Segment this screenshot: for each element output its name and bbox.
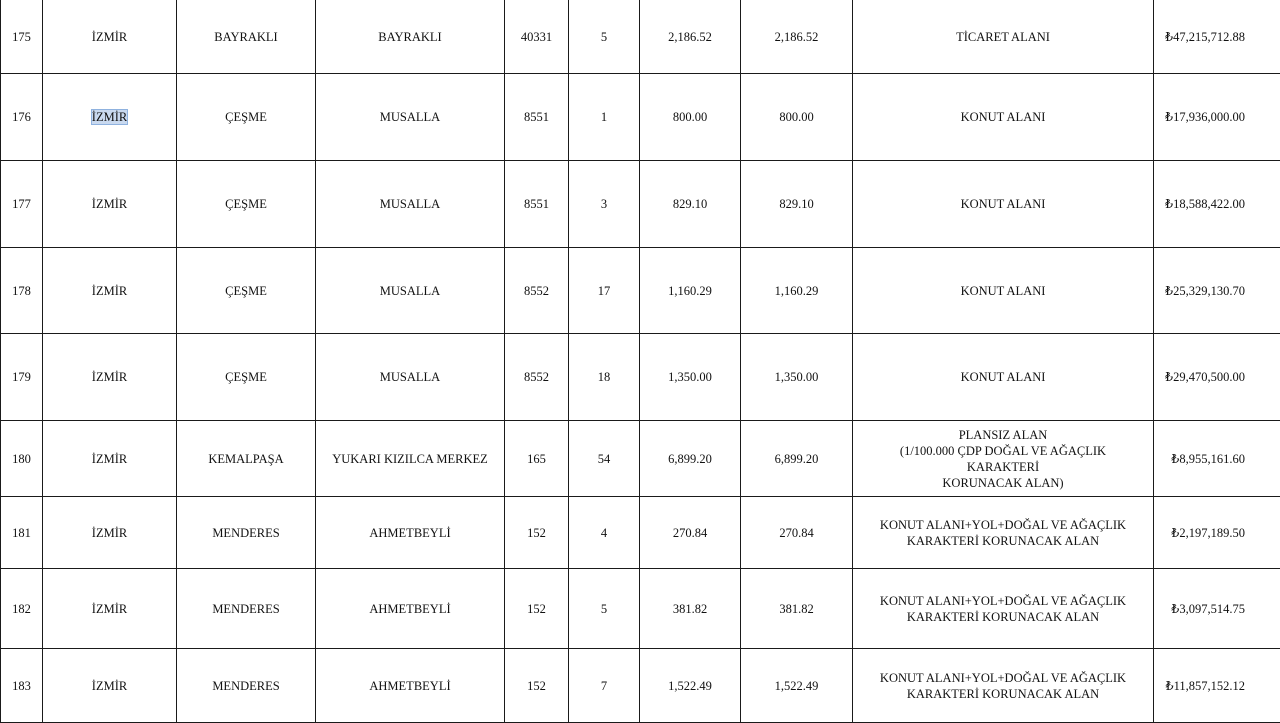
cell-zoning (853, 421, 1154, 497)
cell-neighborhood (316, 161, 505, 248)
zoning-line: KORUNACAK ALAN) (863, 475, 1143, 491)
cell-block (505, 421, 569, 497)
table-row (1, 161, 1280, 248)
cell-neighborhood-text: MUSALLA (380, 110, 440, 124)
cell-share-area (741, 649, 853, 723)
cell-row-number (1, 569, 43, 649)
cell-neighborhood (316, 649, 505, 723)
zoning-line: KONUT ALANI+YOL+DOĞAL VE AĞAÇLIK (863, 593, 1143, 609)
cell-parcel-text: 18 (598, 370, 611, 384)
cell-parcel-text: 17 (598, 284, 611, 298)
cell-block (505, 74, 569, 161)
cell-block (505, 0, 569, 74)
cell-share-area (741, 497, 853, 569)
cell-parcel-text: 3 (601, 197, 607, 211)
cell-price-text: ₺2,197,189.50 (1171, 526, 1245, 540)
cell-price (1154, 0, 1280, 74)
cell-block-text: 152 (527, 526, 546, 540)
cell-parcel-text: 54 (598, 452, 611, 466)
cell-province-text: İZMİR (92, 679, 127, 693)
cell-share-area (741, 0, 853, 74)
cell-block-text: 152 (527, 679, 546, 693)
cell-block-text: 8551 (524, 110, 549, 124)
cell-row-number (1, 0, 43, 74)
cell-share-area-text: 6,899.20 (775, 452, 819, 466)
cell-area (640, 569, 741, 649)
cell-district (177, 421, 316, 497)
cell-parcel (569, 161, 640, 248)
zoning-line: KONUT ALANI (863, 369, 1143, 385)
cell-area-text: 270.84 (673, 526, 707, 540)
cell-parcel (569, 569, 640, 649)
cell-price-text: ₺47,215,712.88 (1165, 30, 1245, 44)
cell-zoning (853, 569, 1154, 649)
cell-price (1154, 161, 1280, 248)
zoning-line: KONUT ALANI (863, 196, 1143, 212)
cell-share-area-text: 1,522.49 (775, 679, 819, 693)
cell-share-area (741, 74, 853, 161)
cell-block-text: 165 (527, 452, 546, 466)
cell-row-number (1, 248, 43, 334)
cell-neighborhood (316, 334, 505, 421)
cell-neighborhood (316, 248, 505, 334)
cell-province (43, 649, 177, 723)
zoning-line: KONUT ALANI+YOL+DOĞAL VE AĞAÇLIK (863, 670, 1143, 686)
cell-price-text: ₺25,329,130.70 (1165, 284, 1245, 298)
cell-province-text: İZMİR (92, 284, 127, 298)
cell-block (505, 497, 569, 569)
cell-area-text: 2,186.52 (668, 30, 712, 44)
cell-row-number-text: 178 (12, 284, 31, 298)
cell-area (640, 334, 741, 421)
cell-province-text: İZMİR (92, 370, 127, 384)
cell-parcel (569, 334, 640, 421)
cell-province (43, 569, 177, 649)
cell-block-text: 8551 (524, 197, 549, 211)
table-row (1, 248, 1280, 334)
cell-row-number-text: 179 (12, 370, 31, 384)
cell-price-text: ₺18,588,422.00 (1165, 197, 1245, 211)
zoning-line: TİCARET ALANI (863, 29, 1143, 45)
cell-area (640, 649, 741, 723)
cell-share-area-text: 800.00 (779, 110, 813, 124)
cell-neighborhood-text: AHMETBEYLİ (369, 679, 450, 693)
cell-area-text: 1,522.49 (668, 679, 712, 693)
zoning-line: KARAKTERİ KORUNACAK ALAN (863, 609, 1143, 625)
cell-price-text: ₺11,857,152.12 (1166, 679, 1245, 693)
cell-province-text: İZMİR (92, 30, 127, 44)
cell-block (505, 569, 569, 649)
cell-block (505, 649, 569, 723)
cell-neighborhood (316, 74, 505, 161)
cell-district-text: MENDERES (212, 602, 279, 616)
cell-district (177, 0, 316, 74)
cell-zoning (853, 649, 1154, 723)
cell-neighborhood-text: AHMETBEYLİ (369, 602, 450, 616)
cell-district (177, 161, 316, 248)
cell-row-number (1, 334, 43, 421)
cell-row-number-text: 176 (12, 110, 31, 124)
cell-area-text: 829.10 (673, 197, 707, 211)
cell-share-area-text: 1,350.00 (775, 370, 819, 384)
table-row (1, 421, 1280, 497)
cell-district-text: ÇEŞME (225, 197, 267, 211)
cell-share-area (741, 334, 853, 421)
cell-province-text: İZMİR (92, 110, 127, 124)
cell-province (43, 497, 177, 569)
cell-share-area (741, 248, 853, 334)
cell-price (1154, 569, 1280, 649)
cell-parcel (569, 74, 640, 161)
cell-block-text: 8552 (524, 284, 549, 298)
cell-zoning (853, 74, 1154, 161)
zoning-line: KONUT ALANI+YOL+DOĞAL VE AĞAÇLIK (863, 517, 1143, 533)
cell-share-area (741, 569, 853, 649)
cell-zoning (853, 161, 1154, 248)
cell-zoning (853, 248, 1154, 334)
zoning-line: PLANSIZ ALAN (863, 427, 1143, 443)
cell-neighborhood-text: AHMETBEYLİ (369, 526, 450, 540)
cell-zoning (853, 334, 1154, 421)
cell-neighborhood-text: BAYRAKLI (378, 30, 441, 44)
zoning-line: KARAKTERİ KORUNACAK ALAN (863, 686, 1143, 702)
cell-share-area (741, 161, 853, 248)
cell-price (1154, 248, 1280, 334)
cell-row-number (1, 74, 43, 161)
cell-province (43, 248, 177, 334)
cell-district (177, 334, 316, 421)
cell-row-number (1, 161, 43, 248)
cell-share-area-text: 381.82 (779, 602, 813, 616)
cell-price (1154, 74, 1280, 161)
cell-price (1154, 649, 1280, 723)
cell-row-number-text: 183 (12, 679, 31, 693)
zoning-line: KONUT ALANI (863, 283, 1143, 299)
cell-row-number (1, 497, 43, 569)
cell-parcel (569, 421, 640, 497)
cell-district (177, 497, 316, 569)
cell-zoning (853, 0, 1154, 74)
cell-neighborhood-text: YUKARI KIZILCA MERKEZ (332, 452, 488, 466)
cell-row-number-text: 177 (12, 197, 31, 211)
table-row (1, 334, 1280, 421)
cell-share-area (741, 421, 853, 497)
cell-parcel (569, 0, 640, 74)
cell-district (177, 74, 316, 161)
cell-district (177, 649, 316, 723)
cell-province (43, 421, 177, 497)
cell-price (1154, 497, 1280, 569)
table-row (1, 74, 1280, 161)
cell-area-text: 800.00 (673, 110, 707, 124)
cell-province (43, 161, 177, 248)
table-row (1, 569, 1280, 649)
cell-area-text: 1,160.29 (668, 284, 712, 298)
cell-district-text: MENDERES (212, 526, 279, 540)
cell-neighborhood-text: MUSALLA (380, 284, 440, 298)
cell-row-number-text: 181 (12, 526, 31, 540)
cell-district-text: MENDERES (212, 679, 279, 693)
cell-row-number (1, 649, 43, 723)
cell-neighborhood-text: MUSALLA (380, 197, 440, 211)
cell-zoning (853, 497, 1154, 569)
cell-neighborhood (316, 497, 505, 569)
cell-share-area-text: 1,160.29 (775, 284, 819, 298)
cell-price (1154, 334, 1280, 421)
cell-district-text: KEMALPAŞA (208, 452, 283, 466)
cell-province-text: İZMİR (92, 602, 127, 616)
cell-parcel (569, 248, 640, 334)
cell-block (505, 248, 569, 334)
cell-parcel-text: 4 (601, 526, 607, 540)
cell-area (640, 497, 741, 569)
cell-area-text: 6,899.20 (668, 452, 712, 466)
cell-district-text: BAYRAKLI (214, 30, 277, 44)
cell-neighborhood-text: MUSALLA (380, 370, 440, 384)
cell-parcel (569, 649, 640, 723)
cell-share-area-text: 270.84 (779, 526, 813, 540)
cell-province-text: İZMİR (92, 526, 127, 540)
table-row (1, 497, 1280, 569)
cell-area (640, 421, 741, 497)
cell-price-text: ₺3,097,514.75 (1171, 602, 1245, 616)
cell-price-text: ₺29,470,500.00 (1165, 370, 1245, 384)
cell-row-number-text: 182 (12, 602, 31, 616)
cell-share-area-text: 829.10 (779, 197, 813, 211)
cell-price (1154, 421, 1280, 497)
cell-parcel-text: 7 (601, 679, 607, 693)
cell-district (177, 569, 316, 649)
cell-row-number-text: 180 (12, 452, 31, 466)
cell-district-text: ÇEŞME (225, 110, 267, 124)
cell-block-text: 8552 (524, 370, 549, 384)
cell-area (640, 0, 741, 74)
cell-province (43, 334, 177, 421)
cell-block (505, 334, 569, 421)
zoning-line: KONUT ALANI (863, 109, 1143, 125)
cell-block-text: 152 (527, 602, 546, 616)
cell-area-text: 1,350.00 (668, 370, 712, 384)
cell-block-text: 40331 (521, 30, 552, 44)
cell-province-text: İZMİR (92, 452, 127, 466)
cell-district-text: ÇEŞME (225, 370, 267, 384)
cell-area-text: 381.82 (673, 602, 707, 616)
cell-parcel-text: 5 (601, 602, 607, 616)
cell-district (177, 248, 316, 334)
cell-row-number (1, 421, 43, 497)
cell-parcel-text: 1 (601, 110, 607, 124)
cell-area (640, 74, 741, 161)
table-row (1, 0, 1280, 74)
cell-area (640, 248, 741, 334)
cell-row-number-text: 175 (12, 30, 31, 44)
cell-share-area-text: 2,186.52 (775, 30, 819, 44)
table-row (1, 649, 1280, 723)
cell-area (640, 161, 741, 248)
cell-province-text: İZMİR (92, 197, 127, 211)
zoning-line: (1/100.000 ÇDP DOĞAL VE AĞAÇLIK KARAKTERİ (863, 443, 1143, 475)
cell-price-text: ₺8,955,161.60 (1171, 452, 1245, 466)
cell-block (505, 161, 569, 248)
cell-province (43, 74, 177, 161)
cell-parcel-text: 5 (601, 30, 607, 44)
zoning-line: KARAKTERİ KORUNACAK ALAN (863, 533, 1143, 549)
cell-neighborhood (316, 569, 505, 649)
cell-district-text: ÇEŞME (225, 284, 267, 298)
cell-price-text: ₺17,936,000.00 (1165, 110, 1245, 124)
cell-province (43, 0, 177, 74)
cell-parcel (569, 497, 640, 569)
cell-neighborhood (316, 421, 505, 497)
cell-neighborhood (316, 0, 505, 74)
